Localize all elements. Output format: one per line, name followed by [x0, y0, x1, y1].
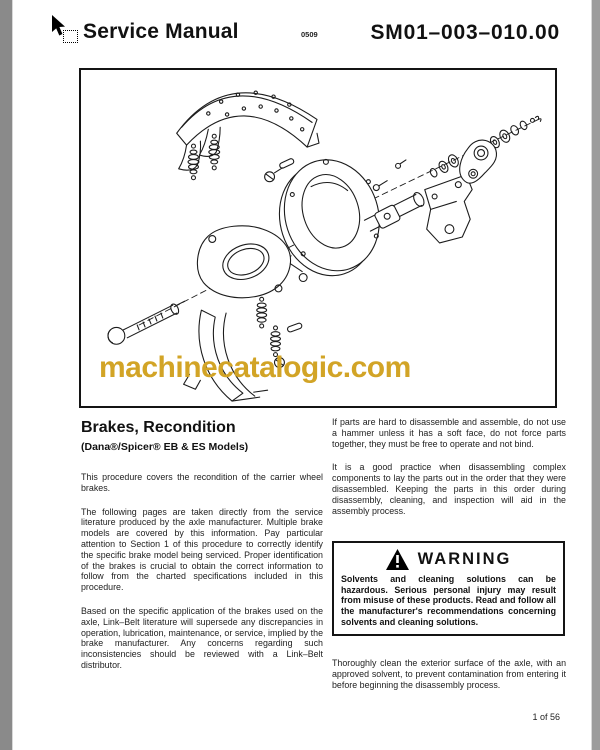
page-title: Service Manual	[83, 20, 239, 43]
right-column	[332, 417, 566, 529]
article-subtitle: (Dana®/Spicer® EB & ES Models)	[81, 441, 249, 453]
paragraph: Thoroughly clean the exterior surface of the axle, with an approved solvent, to prevent contamination from entering it before beginning the disassembly process.	[332, 658, 566, 690]
revision-code: 0509	[301, 30, 318, 39]
return-springs	[188, 134, 220, 179]
paragraph: If parts are hard to disassemble and assemble, do not use a hammer unless it has a soft face, do not force parts together, they must be free to operate and not bind.	[332, 417, 566, 449]
selection-box-icon	[63, 30, 78, 43]
right-margin-strip	[591, 0, 600, 750]
warning-text: Solvents and cleaning solutions can be hazardous. Serious personal injury may result from misuse of these products. Read and follow all the manufacturer's recommendations concerning solvents and cleaning solutions.	[341, 574, 557, 627]
mounting-bracket	[425, 175, 472, 243]
page-indicator: 1 of 56	[532, 712, 560, 722]
slack-adjuster-arm	[460, 140, 497, 183]
watermark-text: machinecatalogic.com	[99, 351, 411, 384]
warning-box	[332, 541, 565, 636]
warning-triangle-icon	[386, 549, 409, 570]
closing-paragraph-wrap	[332, 658, 566, 703]
left-column	[81, 472, 323, 684]
brake-exploded-diagram	[79, 68, 557, 408]
camshaft	[108, 301, 185, 344]
paragraph: Based on the specific application of the brakes used on the axle, Link–Belt literature will supersede any discrepancies in operation, lubrication, maintenance, or service, implied by the brake manufacturer. Any concerns regarding such inconsistencies should be reviewed with a Link–Belt distributor.	[81, 605, 323, 670]
warning-label: WARNING	[417, 550, 512, 568]
paragraph: It is a good practice when disassembling complex components to lay the parts out in the order that they were disassembled. Keeping the parts in this order during disassembly, cleaning, and inspection will aid in the assembly process.	[332, 462, 566, 516]
left-margin-strip	[0, 0, 13, 750]
paragraph: The following pages are taken directly from the service literature produced by the axle manufacturer. Multiple brake models are covered by this information. Pay particular attention to Section 1 of this procedure to correctly identify the specific brake model being serviced. Proper identification of the brakes is crucial to obtain the correct information to follow from the charted specifications included in this procedure.	[81, 506, 323, 593]
paragraph: This procedure covers the recondition of the carrier wheel brakes.	[81, 472, 323, 493]
warning-header	[341, 549, 556, 570]
document-number: SM01–003–010.00	[370, 21, 560, 44]
article-title: Brakes, Recondition	[81, 419, 236, 436]
